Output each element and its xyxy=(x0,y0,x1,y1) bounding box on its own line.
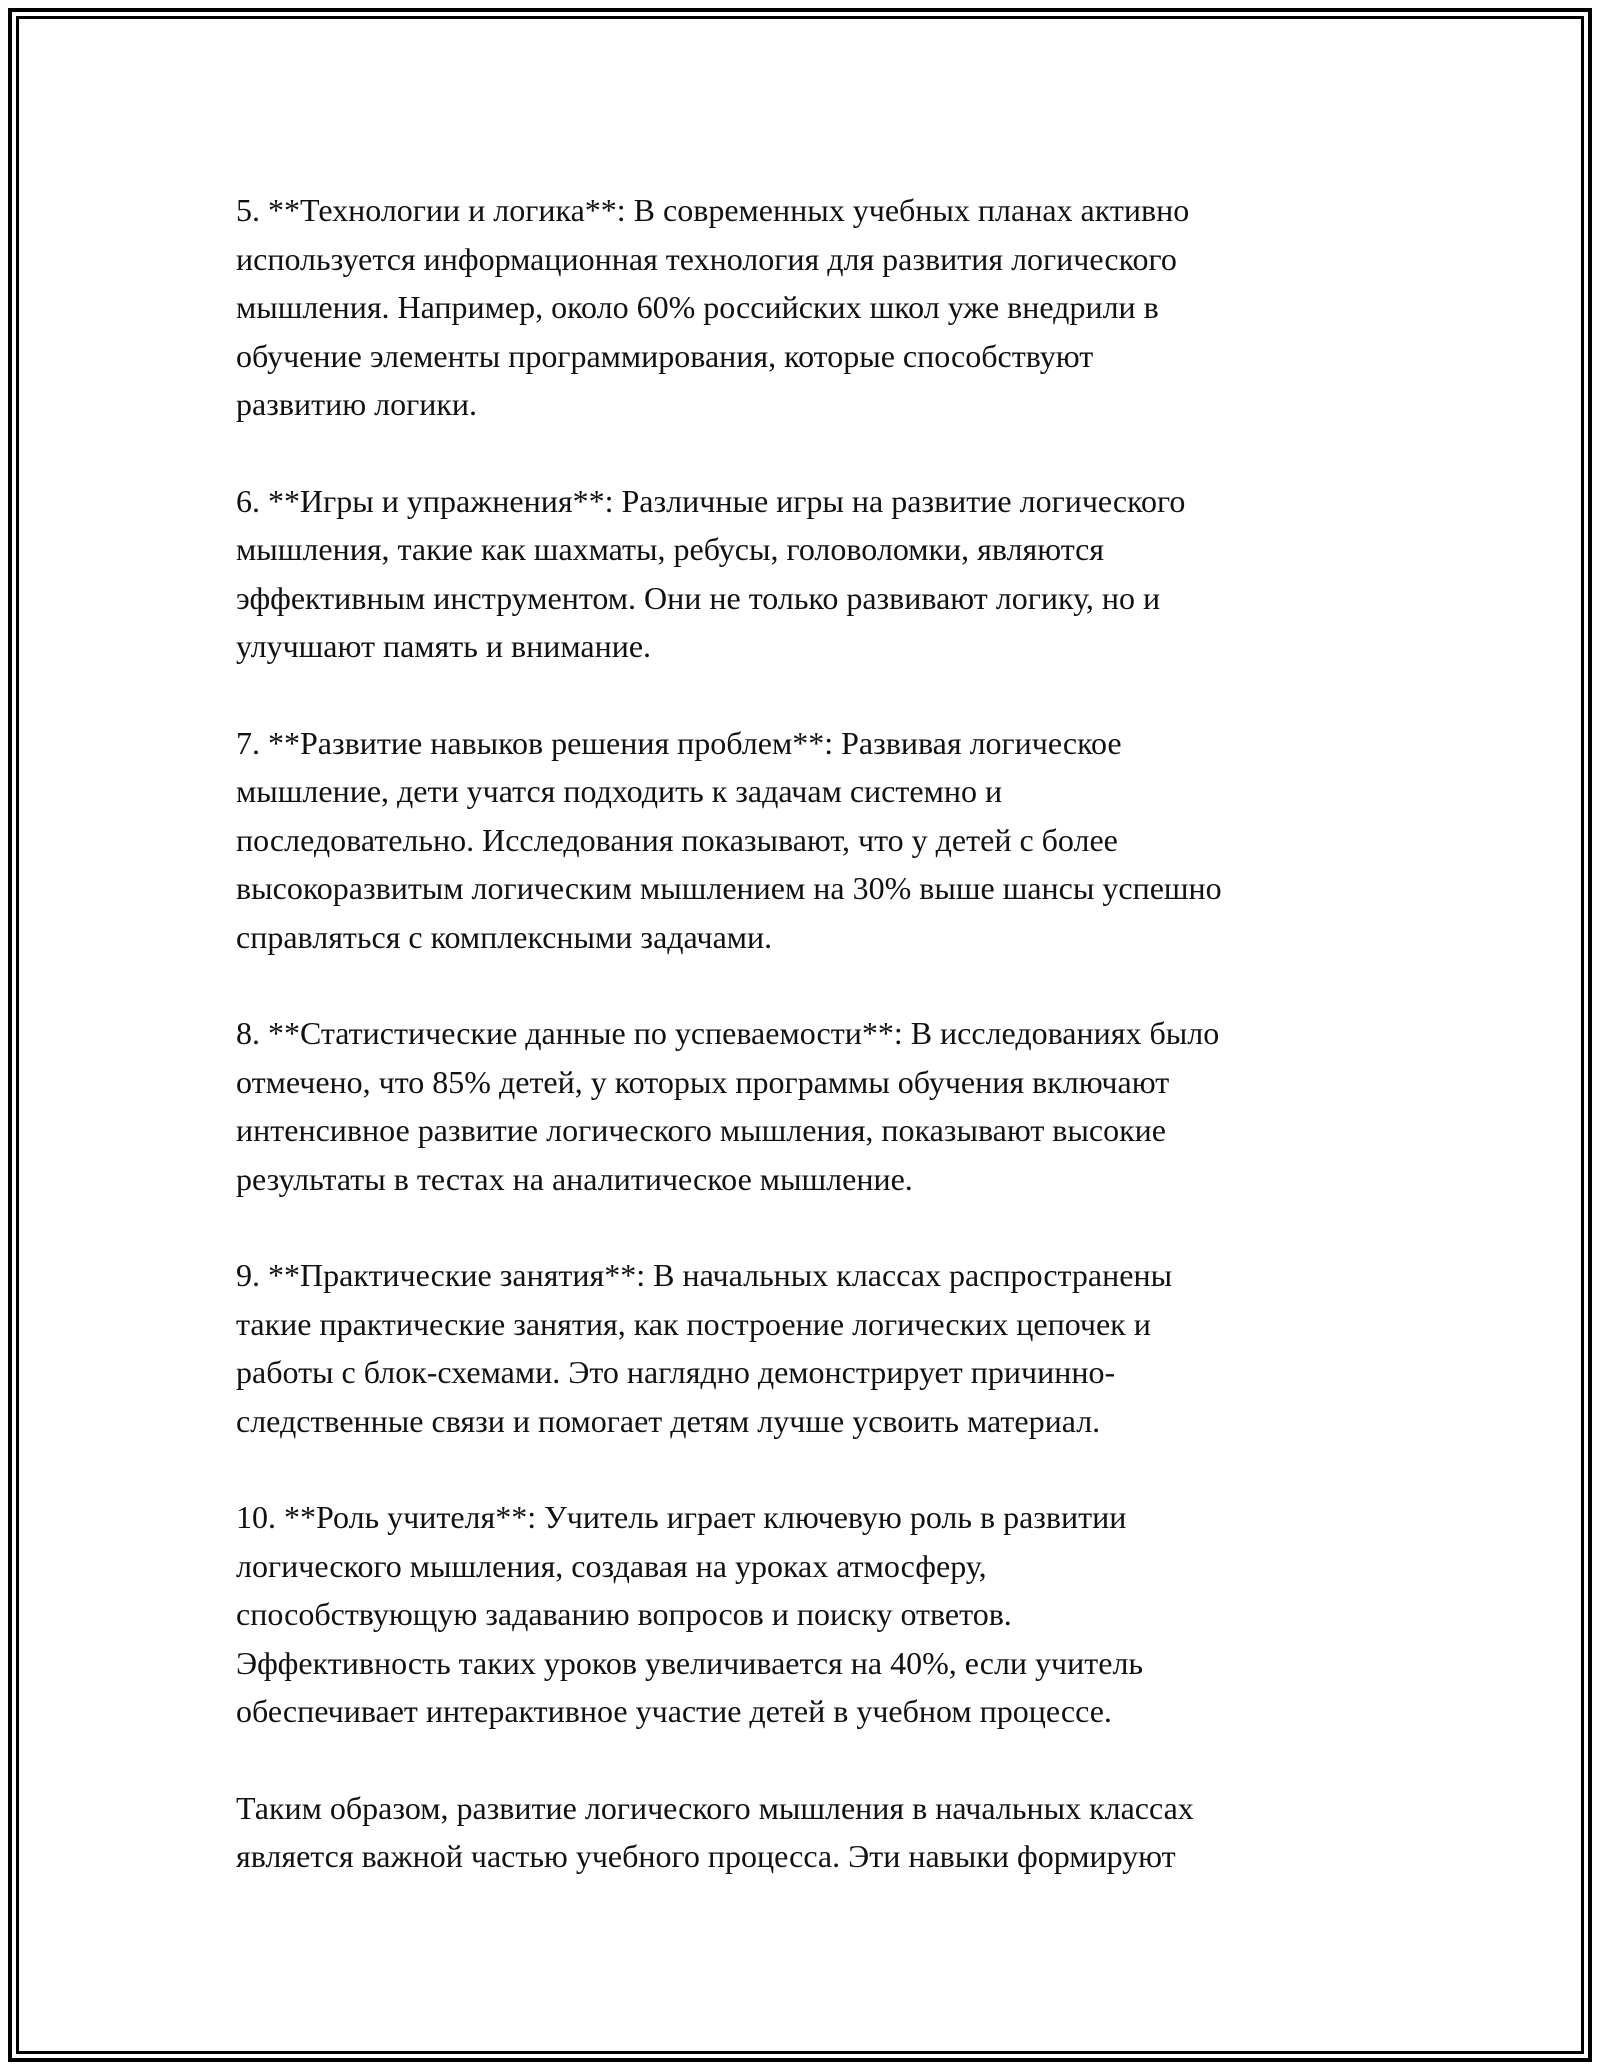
document-body xyxy=(236,186,1376,1929)
paragraph-item-9: 9. **Практические занятия**: В начальных классах распространены такие практические занятия, как построение логических цепочек и работы с блок-схемами. Это наглядно демонстрирует причинно- следственные связи и помогает детям лучше усвоить материал. xyxy=(236,1257,1173,1439)
paragraph-conclusion: Таким образом, развитие логического мышления в начальных классах является важной частью учебного процесса. Эти навыки формируют xyxy=(236,1789,1194,1874)
paragraph-item-7: 7. **Развитие навыков решения проблем**: Развивая логическое мышление, дети учатся подходить к задачам системно и последовательно. Исследования показывают, что у детей с более высокоразвитым логическим мышлением на 30% выше шансы успешно справляться с комплексными задачами. xyxy=(236,724,1222,955)
paragraph-item-8: 8. **Статистические данные по успеваемости**: В исследованиях было отмечено, что 85% детей, у которых программы обучения включают интенсивное развитие логического мышления, показывают высокие результаты в тестах на аналитическое мышление. xyxy=(236,1015,1220,1197)
paragraph-item-10: 10. **Роль учителя**: Учитель играет ключевую роль в развитии логического мышления, создавая на уроках атмосферу, способствующую задаванию вопросов и поиску ответов. Эффективность таких уроков увеличивается на 40%, если учитель обеспечивает интерактивное участие детей в учебном процессе. xyxy=(236,1499,1144,1729)
paragraph-item-5: 5. **Технологии и логика**: В современных учебных планах активно используется информационная технология для развития логического мышления. Например, около 60% российских школ уже внедрили в обучение элементы программирования, которые способствуют развитию логики. xyxy=(236,192,1190,422)
paragraph-item-6: 6. **Игры и упражнения**: Различные игры на развитие логического мышления, такие как шахматы, ребусы, головоломки, являются эффективным инструментом. Они не только развивают логику, но и улучшают память и внимание. xyxy=(236,482,1186,664)
